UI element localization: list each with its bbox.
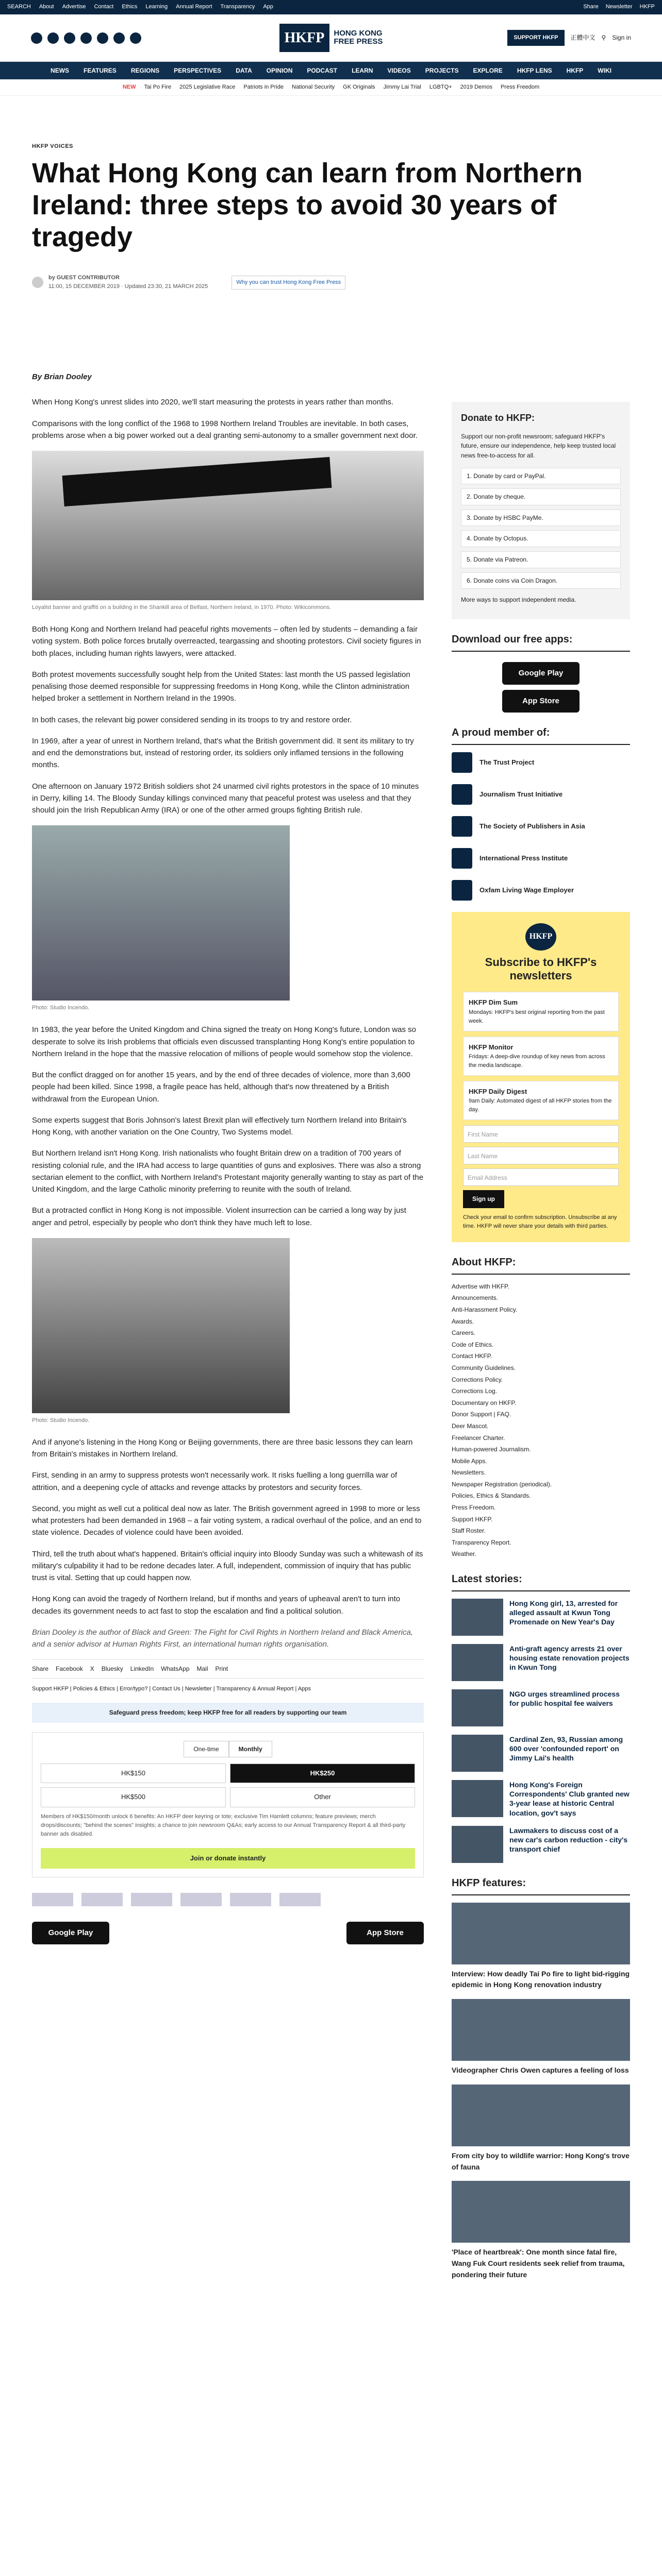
features-title: HKFP features: [452,1875,630,1895]
logo[interactable] [131,1893,172,1906]
feature-title[interactable]: Videographer Chris Owen captures a feeling of loss [452,2066,629,2075]
about-link[interactable]: Weather. [452,1550,476,1558]
newsletter-name: HKFP Monitor [469,1043,514,1051]
amount-option[interactable]: HK$150 [41,1764,226,1783]
author-label[interactable]: by GUEST CONTRIBUTOR [48,275,120,281]
about-link[interactable]: Press Freedom. [452,1504,496,1512]
about-link[interactable]: Donor Support | FAQ. [452,1411,511,1418]
member-logo[interactable] [452,880,630,901]
x-icon[interactable] [47,32,59,44]
share-print[interactable]: Print [215,1665,228,1673]
last-name-input[interactable]: Last Name [463,1147,619,1164]
about-link[interactable]: Mobile Apps. [452,1457,487,1465]
donate-option[interactable]: 5. Donate via Patreon. [461,551,621,568]
donate-widget [32,1732,424,1877]
share-mail[interactable]: Mail [196,1665,208,1673]
donate-option[interactable]: 1. Donate by card or PayPal. [461,468,621,485]
story-thumbnail [452,1689,503,1726]
story-thumbnail [452,1599,503,1636]
support-links[interactable]: Support HKFP | Policies & Ethics | Error/typo? | Contact Us | Newsletter | Transparency & Annual Report | Apps [32,1685,311,1692]
about-link[interactable]: Careers. [452,1329,476,1337]
nav-item[interactable]: WIKI [598,66,611,74]
signup-button[interactable]: Sign up [463,1190,504,1208]
member-name: Journalism Trust Initiative [479,790,563,798]
paragraph: Third, tell the truth about what's happened. Britain's official inquiry into Bloody Sunday was such a whitewash of its military's culpability it had to be redone decades later. A full, independent, commission of inquiry that has public trust is vital. Setting that up could happen now. [32,1549,423,1583]
article-meta [32,274,630,291]
image-caption: Loyalist banner and graffiti on a building in the Shankill area of Belfast, Northern Ireland, in 1970. Photo: Wikicommons. [32,604,332,611]
paragraph: But Northern Ireland isn't Hong Kong. Irish nationalists who fought Britain drew on a tradition of 700 years of resisting colonial rule, and the IRA had access to large quantities of guns and explosives. There was also a strong sectarian element to the conflict, with Northern Ireland's Protestant majority generally wanting to stay as part of the United Kingdom, and the large Catholic minority preferring to reunite with the south of Ireland. [32,1149,424,1194]
paragraph: Hong Kong can avoid the tragedy of Northern Ireland, but if months and years of upheaval aren't to turn into decades its government needs to act fast to stop the escalation and find a political solution. [32,1595,401,1616]
top-utility-bar [0,0,662,14]
instagram-icon[interactable] [80,32,92,44]
topbar-link[interactable]: Contact [94,4,114,10]
newsletter-desc: Mondays: HKFP's best original reporting from the past week. [469,1009,605,1024]
article-category[interactable]: HKFP VOICES [32,143,73,149]
member-note: Members of HK$150/month unlock 6 benefits: An HKFP deer keyring or tote; exclusive Tim Hamlett columns; feature previews; merch drops/discounts; "behind the scenes" insights; a chance to join newsroom Q&As; early access to our Annual Transparency Report & all third-party banner ads disabled. [41,1813,406,1837]
topbar-right[interactable]: HKFP [639,4,655,10]
author-bio: Brian Dooley is the author of Black and Green: The Fight for Civil Rights in Northern Ireland and Black America, and a senior advisor at Human Rights First, an international human rights organisation. [32,1628,413,1649]
member-name: The Trust Project [479,758,535,766]
nav-item[interactable]: EXPLORE [473,66,503,74]
logo[interactable] [180,1893,222,1906]
topbar-right[interactable]: Newsletter [605,4,633,10]
latest-story[interactable] [452,1689,630,1726]
nav-item[interactable]: FEATURES [84,66,117,74]
newsletter-logo [463,923,619,951]
nav-item[interactable]: PROJECTS [425,66,459,74]
about-link[interactable]: Community Guidelines. [452,1364,516,1371]
newsletter-option[interactable] [463,992,619,1031]
app-store-badge[interactable]: App Store [502,690,580,713]
about-link[interactable]: Staff Roster. [452,1527,486,1535]
paragraph: Both Hong Kong and Northern Ireland had peaceful rights movements – often led by students – demanding a fair voting system. Both police forces brutally overreacted, teargassing and shooting protestors. Civil society figures in both places, including human rights lawyers, were attacked. [32,625,421,658]
amount-option[interactable]: HK$250 [230,1764,415,1783]
features-list [452,1903,630,2281]
about-link[interactable]: Anti-Harassment Policy. [452,1306,518,1313]
main-nav [0,62,662,79]
sidebar [452,402,630,2289]
trending-bar [0,79,662,96]
member-name: International Press Institute [479,854,568,862]
support-banner[interactable]: Safeguard press freedom; keep HKFP free for all readers by supporting our team [32,1703,424,1723]
trending-item[interactable]: 2025 Legislative Race [179,83,236,90]
paragraph: And if anyone's listening in the Hong Kong or Beijing governments, there are three basic lessons they can learn from Britain's mistakes in Northern Ireland. [32,1437,413,1459]
newsletter-name: HKFP Dim Sum [469,998,518,1007]
member-logo[interactable] [452,848,630,869]
members-title: A proud member of: [452,725,630,745]
feature-story[interactable] [452,2181,630,2280]
trending-label: NEW [122,83,136,90]
latest-list [452,1599,630,1863]
paragraph: When Hong Kong's unrest slides into 2020, we'll start measuring the protests in years rather than months. [32,398,394,407]
newsletter-box [452,912,630,1242]
about-link[interactable]: Awards. [452,1317,474,1325]
member-logo[interactable] [452,752,630,773]
language-link[interactable]: 正體中文 [570,34,595,42]
about-link[interactable]: Newsletters. [452,1469,486,1477]
youtube-icon[interactable] [97,32,108,44]
tab-one-time[interactable]: One-time [184,1741,228,1758]
paragraph: First, sending in an army to suppress protests won't necessarily work. It risks fuelling a long guerrilla war of attrition, and a deepening cycle of attacks and revenge attacks by protestors and security forces. [32,1471,398,1492]
donate-option[interactable]: 6. Donate coins via Coin Dragon. [461,572,621,589]
bluesky-icon[interactable] [64,32,75,44]
share-label: Share [32,1665,49,1673]
member-logo[interactable] [452,816,630,837]
about-link[interactable]: Support HKFP. [452,1515,493,1523]
logo[interactable] [32,1893,73,1906]
topbar-link[interactable]: Ethics [122,4,138,10]
topbar-link[interactable]: App [263,4,273,10]
story-title[interactable]: Hong Kong's Foreign Correspondents' Club granted new 3-year lease at historic Central location, gov't says [509,1781,630,1817]
amount-option[interactable]: Other [230,1787,415,1807]
article-body [32,371,424,1944]
paragraph: One afternoon on January 1972 British soldiers shot 24 unarmed civil rights protestors in the space of 10 minutes in Derry, killing 14. The Bloody Sunday killings convinced many that peaceful protest was useless and that they should join the Irish Republican Army (IRA) or one of the other armed groups fighting British rule. [32,782,419,815]
newsletter-option[interactable] [463,1081,619,1120]
nav-item[interactable]: DATA [236,66,252,74]
topbar-link[interactable]: Advertise [62,4,86,10]
about-link[interactable]: Corrections Policy. [452,1376,503,1383]
newsletter-logo-mark: HKFP [525,923,556,951]
footer-logos [32,1893,424,1906]
footer-apps [32,1922,424,1944]
about-title: About HKFP: [452,1255,630,1275]
nav-item[interactable]: LEARN [352,66,373,74]
site-logo[interactable] [279,24,383,52]
nav-item[interactable]: PERSPECTIVES [174,66,222,74]
google-play-badge[interactable]: Google Play [502,662,580,685]
story-thumbnail [452,1644,503,1681]
feature-image [452,2181,630,2243]
nav-item[interactable]: VIDEOS [387,66,411,74]
story-thumbnail [452,1826,503,1863]
feature-title[interactable]: Interview: How deadly Tai Po fire to light bid-rigging epidemic in Hong Kong renovation industry [452,1969,630,1989]
latest-story[interactable] [452,1599,630,1636]
newsletter-desc: 9am Daily: Automated digest of all HKFP stories from the day. [469,1098,612,1113]
logo-line2: FREE PRESS [334,37,383,46]
paragraph: Comparisons with the long conflict of the 1968 to 1998 Northern Ireland Troubles are inevitable. In both cases, problems arose when a big power worked out a deal granting semi-autonomy to a smaller government next door. [32,419,418,440]
about-link[interactable]: Policies, Ethics & Standards. [452,1492,531,1500]
about-link[interactable]: Advertise with HKFP. [452,1282,509,1290]
member-logo[interactable] [452,784,630,805]
google-play-badge[interactable]: Google Play [32,1922,109,1944]
article-image [32,825,290,1001]
feature-image [452,1903,630,1964]
donate-text[interactable]: Support our non-profit newsroom; safeguard HKFP's future, ensure our independence, help keep trusted local news free-to-access for all. [461,432,616,460]
newsletter-option[interactable] [463,1037,619,1076]
about-link[interactable]: Human-powered Journalism. [452,1446,531,1453]
nav-item[interactable]: HKFP [566,66,584,74]
topbar-right[interactable]: Share [583,4,599,10]
newsletter-note: Check your email to confirm subscription. Unsubscribe at any time. HKFP will never share your details with third parties. [463,1214,617,1229]
nav-item[interactable]: HKFP LENS [517,66,552,74]
amount-option[interactable]: HK$500 [41,1787,226,1807]
trending-item[interactable]: LGBTQ+ [429,83,452,90]
latest-story[interactable] [452,1735,630,1772]
about-link[interactable]: Announcements. [452,1294,499,1302]
share-whatsapp[interactable]: WhatsApp [161,1665,190,1673]
publish-dates: 11:00, 15 DECEMBER 2019 · Updated 23:30, 21 MARCH 2025 [48,283,208,290]
newsletter-desc: Fridays: A deep-dive roundup of key news from across the media landscape. [469,1053,605,1069]
feature-story[interactable] [452,1903,630,1991]
logo-line1: HONG KONG [334,28,383,38]
feature-story[interactable] [452,1999,630,2076]
signin-link[interactable]: Sign in [612,34,632,42]
byline: By Brian Dooley [32,372,92,381]
feature-title[interactable]: From city boy to wildlife warrior: Hong Kong's trove of fauna [452,2151,630,2171]
social-links [31,32,279,44]
article-wrapper [32,129,630,2279]
donate-option[interactable]: 2. Donate by cheque. [461,488,621,505]
paragraph: But a protracted conflict in Hong Kong is not impossible. Violent insurrection can be carried a long way by just anger and petrol, especially by people who don't think they have much left to lose. [32,1206,406,1227]
tab-monthly[interactable]: Monthly [229,1741,272,1758]
newsletter-name: HKFP Daily Digest [469,1087,527,1095]
about-link[interactable]: Transparency Report. [452,1538,511,1546]
paragraph: But the conflict dragged on for another 15 years, and by the end of three decades of violence, more than 3,600 people had been killed. Since 1998, a fragile peace has held, although that's now threatened by a British withdrawal from the European Union. [32,1071,410,1104]
paragraph: In 1969, after a year of unrest in Northern Ireland, that's what the British government did. It sent its military to try and end the demonstrations but, instead of restoring order, its soldiers only inflamed tensions in the following months. [32,736,414,770]
logo[interactable] [230,1893,271,1906]
about-link[interactable]: Code of Ethics. [452,1341,494,1348]
search-icon[interactable]: ⚲ [601,34,606,42]
article-title: What Hong Kong can learn from Northern Ireland: three steps to avoid 30 years of tragedy [32,158,583,253]
share-facebook[interactable]: Facebook [56,1665,83,1673]
about-link[interactable]: Documentary on HKFP. [452,1399,517,1406]
paragraph: In 1983, the year before the United Kingdom and China signed the treaty on Hong Kong's future, London was so desperate to solve its Irish problems that officials even discussed transplanting Hong Kong's entire population to Northern Ireland in the hope that the massive relocation of millions of people would somehow stop the violence. [32,1025,417,1058]
member-name: Oxfam Living Wage Employer [479,886,574,894]
about-link[interactable]: Freelancer Charter. [452,1434,505,1442]
about-link[interactable]: Newspaper Registration (periodical). [452,1480,552,1488]
about-link[interactable]: Contact HKFP. [452,1352,492,1360]
feature-image [452,2084,630,2146]
trending-item[interactable]: Jimmy Lai Trial [383,83,421,90]
paragraph: In both cases, the relevant big power considered sending in its troops to try and restore order. [32,715,352,724]
app-store-badge[interactable]: App Store [346,1922,424,1944]
trending-item[interactable]: Patriots in Pride [243,83,284,90]
story-thumbnail [452,1780,503,1817]
story-title[interactable]: Anti-graft agency arrests 21 over housing estate renovation projects in Kwun Tong [509,1645,630,1672]
latest-story[interactable] [452,1644,630,1681]
donate-option[interactable]: 4. Donate by Octopus. [461,530,621,547]
nav-item[interactable]: NEWS [51,66,70,74]
about-list [452,1282,630,1559]
topbar-link[interactable]: Annual Report [176,4,212,10]
article-image [32,1238,290,1413]
latest-title: Latest stories: [452,1571,630,1591]
latest-story[interactable] [452,1780,630,1818]
image-caption: Photo: Studio Incendo. [32,1417,90,1423]
first-name-input[interactable]: First Name [463,1125,619,1143]
avatar [32,277,43,288]
email-input[interactable]: Email Address [463,1168,619,1186]
share-row [32,1659,424,1679]
image-caption: Photo: Studio Incendo. [32,1005,90,1011]
story-thumbnail [452,1735,503,1772]
paragraph: Second, you might as well cut a political deal now as later. The British government agreed in 1998 to more or less what protesters had been demanded in 1968 – a fair voting system, a radical overhaul of the police, and an end to state violence. Decades of violence could have been avoided. [32,1504,422,1537]
nav-item[interactable]: REGIONS [130,66,160,74]
logo[interactable] [279,1893,321,1906]
trending-item[interactable]: Press Freedom [500,83,540,90]
donate-box [452,402,630,619]
nav-item[interactable]: OPINION [266,66,293,74]
story-title[interactable]: Hong Kong girl, 13, arrested for alleged assault at Kwun Tong Promenade on New Year's Day [509,1599,618,1626]
donate-option[interactable]: 3. Donate by HSBC PayMe. [461,510,621,527]
feature-story[interactable] [452,2084,630,2173]
donate-title: Donate to HKFP: [461,413,535,423]
apps-title: Download our free apps: [452,632,630,652]
share-x[interactable]: X [90,1665,94,1673]
member-name: The Society of Publishers in Asia [479,822,585,830]
nav-item[interactable]: PODCAST [307,66,338,74]
support-button[interactable]: SUPPORT HKFP [507,30,564,46]
paragraph: Both protest movements successfully sought help from the United States: last month the US passed legislation penalising those deemed responsible for suppressing freedoms in Hong Kong, while the Clinton administration helped broker a settlement in Northern Ireland in the 1990s. [32,670,410,703]
logo-mark[interactable]: HKFP [279,24,330,52]
about-link[interactable]: Deer Mascot. [452,1422,489,1430]
site-header [0,14,662,62]
share-linkedin[interactable]: LinkedIn [130,1665,154,1673]
topbar-link[interactable]: Transparency [220,4,255,10]
feature-title[interactable]: 'Place of heartbreak': One month since fatal fire, Wang Fuk Court residents seek relief from trauma, pondering their future [452,2248,625,2279]
feature-image [452,1999,630,2061]
logo[interactable] [81,1893,123,1906]
story-title[interactable]: NGO urges streamlined process for public hospital fee waivers [509,1690,620,1708]
topbar-link[interactable]: About [39,4,54,10]
facebook-icon[interactable] [31,32,42,44]
topbar-link[interactable]: SEARCH [7,4,31,10]
story-title[interactable]: Lawmakers to discuss cost of a new car's carbon reduction - city's transport chief [509,1826,628,1854]
linkedin-icon[interactable] [113,32,125,44]
newsletter-title: Subscribe to HKFP's newsletters [485,955,597,982]
latest-story[interactable] [452,1826,630,1863]
about-link[interactable]: Corrections Log. [452,1387,498,1395]
article-image [32,451,424,600]
share-bluesky[interactable]: Bluesky [101,1665,123,1673]
trending-item[interactable]: GK Originals [343,83,375,90]
trust-link[interactable]: Why you can trust Hong Kong Free Press [231,276,345,290]
join-button[interactable]: Join or donate instantly [41,1848,415,1869]
telegram-icon[interactable] [130,32,141,44]
trending-item[interactable]: Tai Po Fire [144,83,172,90]
trending-item[interactable]: 2019 Demos [460,83,492,90]
more-ways-link[interactable]: More ways to support independent media. [461,596,576,604]
paragraph: Some experts suggest that Boris Johnson's latest Brexit plan will effectively turn Northern Ireland into Britain's Hong Kong, with another variation on the One Country, Two Systems model. [32,1115,407,1137]
topbar-link[interactable]: Learning [145,4,168,10]
story-title[interactable]: Cardinal Zen, 93, Russian among 600 over 'confounded report' on Jimmy Lai's health [509,1735,623,1762]
trending-item[interactable]: National Security [292,83,335,90]
